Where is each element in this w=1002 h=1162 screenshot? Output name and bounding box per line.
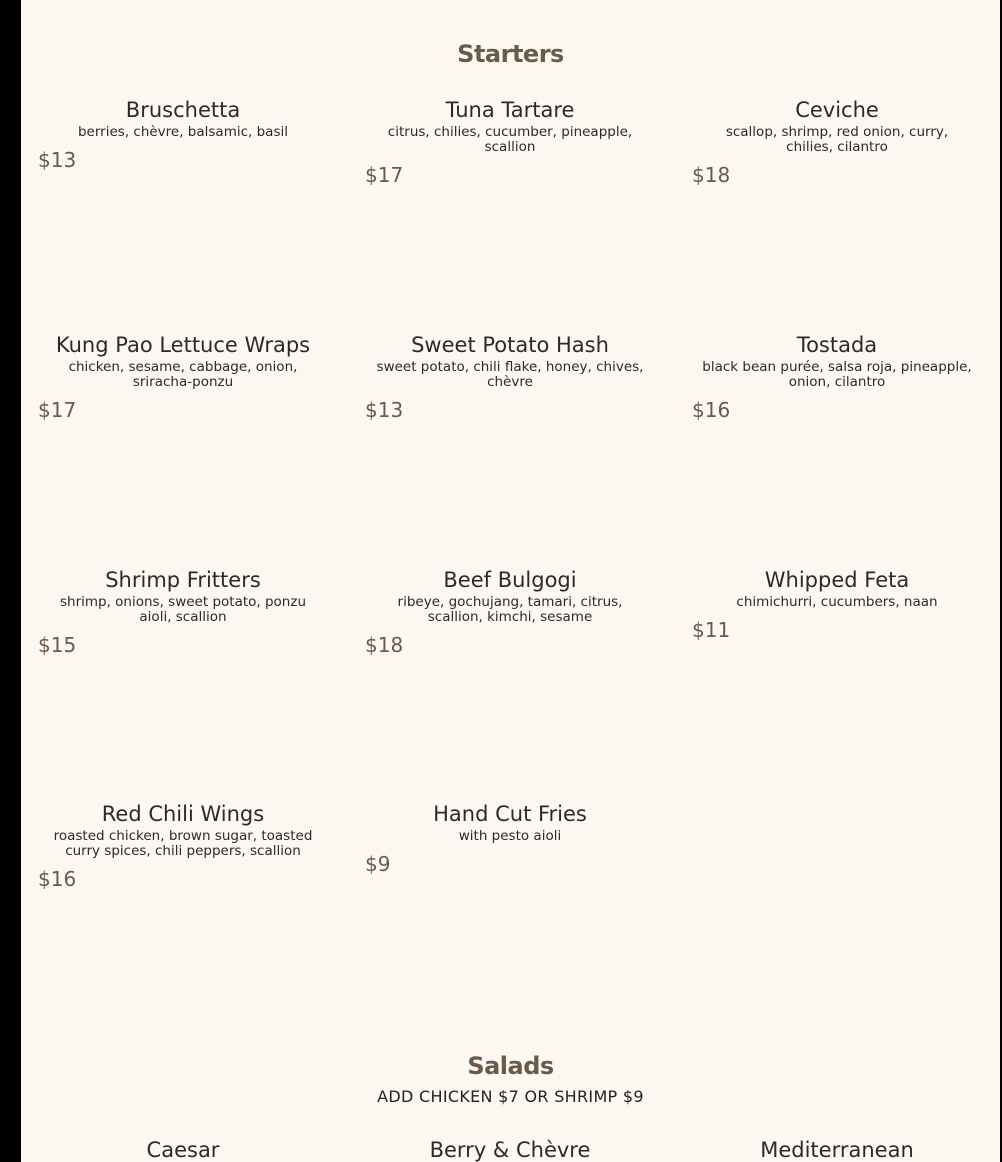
item-name: Kung Pao Lettuce Wraps xyxy=(55,333,311,357)
item-description: berries, chèvre, balsamic, basil xyxy=(77,124,288,140)
menu-item-kung-pao-lettuce-wraps xyxy=(33,333,333,422)
menu-item-whipped-feta xyxy=(687,568,987,642)
item-price: $18 xyxy=(365,633,404,657)
item-price: $9 xyxy=(365,852,391,876)
item-name: Whipped Feta xyxy=(764,568,910,592)
item-price: $16 xyxy=(692,398,731,422)
item-name: Shrimp Fritters xyxy=(105,568,261,592)
item-price: $11 xyxy=(692,618,731,642)
item-description: chicken, sesame, cabbage, onion, sriracha-ponzu xyxy=(68,359,298,390)
item-price: $13 xyxy=(365,398,404,422)
menu-item-beef-bulgogi xyxy=(360,568,660,657)
item-description: ribeye, gochujang, tamari, citrus, scallion, kimchi, sesame xyxy=(397,594,623,625)
item-description: black bean purée, salsa roja, pineapple, onion, cilantro xyxy=(702,359,972,390)
menu-item-hand-cut-fries xyxy=(360,802,660,876)
item-price: $18 xyxy=(692,163,731,187)
menu-item-mediterranean xyxy=(687,1138,987,1162)
item-price: $16 xyxy=(38,867,77,891)
item-description: chimichurri, cucumbers, naan xyxy=(736,594,938,610)
item-name: Sweet Potato Hash xyxy=(411,333,609,357)
menu-item-sweet-potato-hash xyxy=(360,333,660,422)
salads-heading: Salads xyxy=(467,1052,554,1080)
menu-item-red-chili-wings xyxy=(33,802,333,891)
item-name: Caesar xyxy=(146,1138,220,1162)
item-description: shrimp, onions, sweet potato, ponzu aioli, scallion xyxy=(59,594,307,625)
menu-item-tostada xyxy=(687,333,987,422)
item-name: Red Chili Wings xyxy=(101,802,265,826)
item-description: sweet potato, chili flake, honey, chives, chèvre xyxy=(376,359,644,390)
item-price: $13 xyxy=(38,148,77,172)
item-name: Ceviche xyxy=(795,98,879,122)
menu-page xyxy=(21,0,1000,1162)
item-description: citrus, chilies, cucumber, pineapple, scallion xyxy=(387,124,633,155)
salads-addon-note: ADD CHICKEN $7 OR SHRIMP $9 xyxy=(377,1087,644,1106)
item-name: Bruschetta xyxy=(125,98,241,122)
item-name: Mediterranean xyxy=(760,1138,914,1162)
starters-heading: Starters xyxy=(457,40,564,68)
item-name: Tostada xyxy=(796,333,878,357)
item-name: Berry & Chèvre xyxy=(429,1138,591,1162)
item-name: Tuna Tartare xyxy=(445,98,575,122)
menu-item-tuna-tartare xyxy=(360,98,660,187)
item-price: $17 xyxy=(365,163,404,187)
menu-item-caesar xyxy=(33,1138,333,1162)
item-name: Beef Bulgogi xyxy=(443,568,577,592)
item-description: scallop, shrimp, red onion, curry, chilies, cilantro xyxy=(725,124,949,155)
item-description: roasted chicken, brown sugar, toasted curry spices, chili peppers, scallion xyxy=(53,828,313,859)
menu-item-shrimp-fritters xyxy=(33,568,333,657)
item-price: $17 xyxy=(38,398,77,422)
item-name: Hand Cut Fries xyxy=(433,802,587,826)
item-price: $15 xyxy=(38,633,77,657)
menu-item-bruschetta xyxy=(33,98,333,172)
item-description: with pesto aioli xyxy=(458,828,562,844)
menu-item-berry-chevre xyxy=(360,1138,660,1162)
menu-item-ceviche xyxy=(687,98,987,187)
